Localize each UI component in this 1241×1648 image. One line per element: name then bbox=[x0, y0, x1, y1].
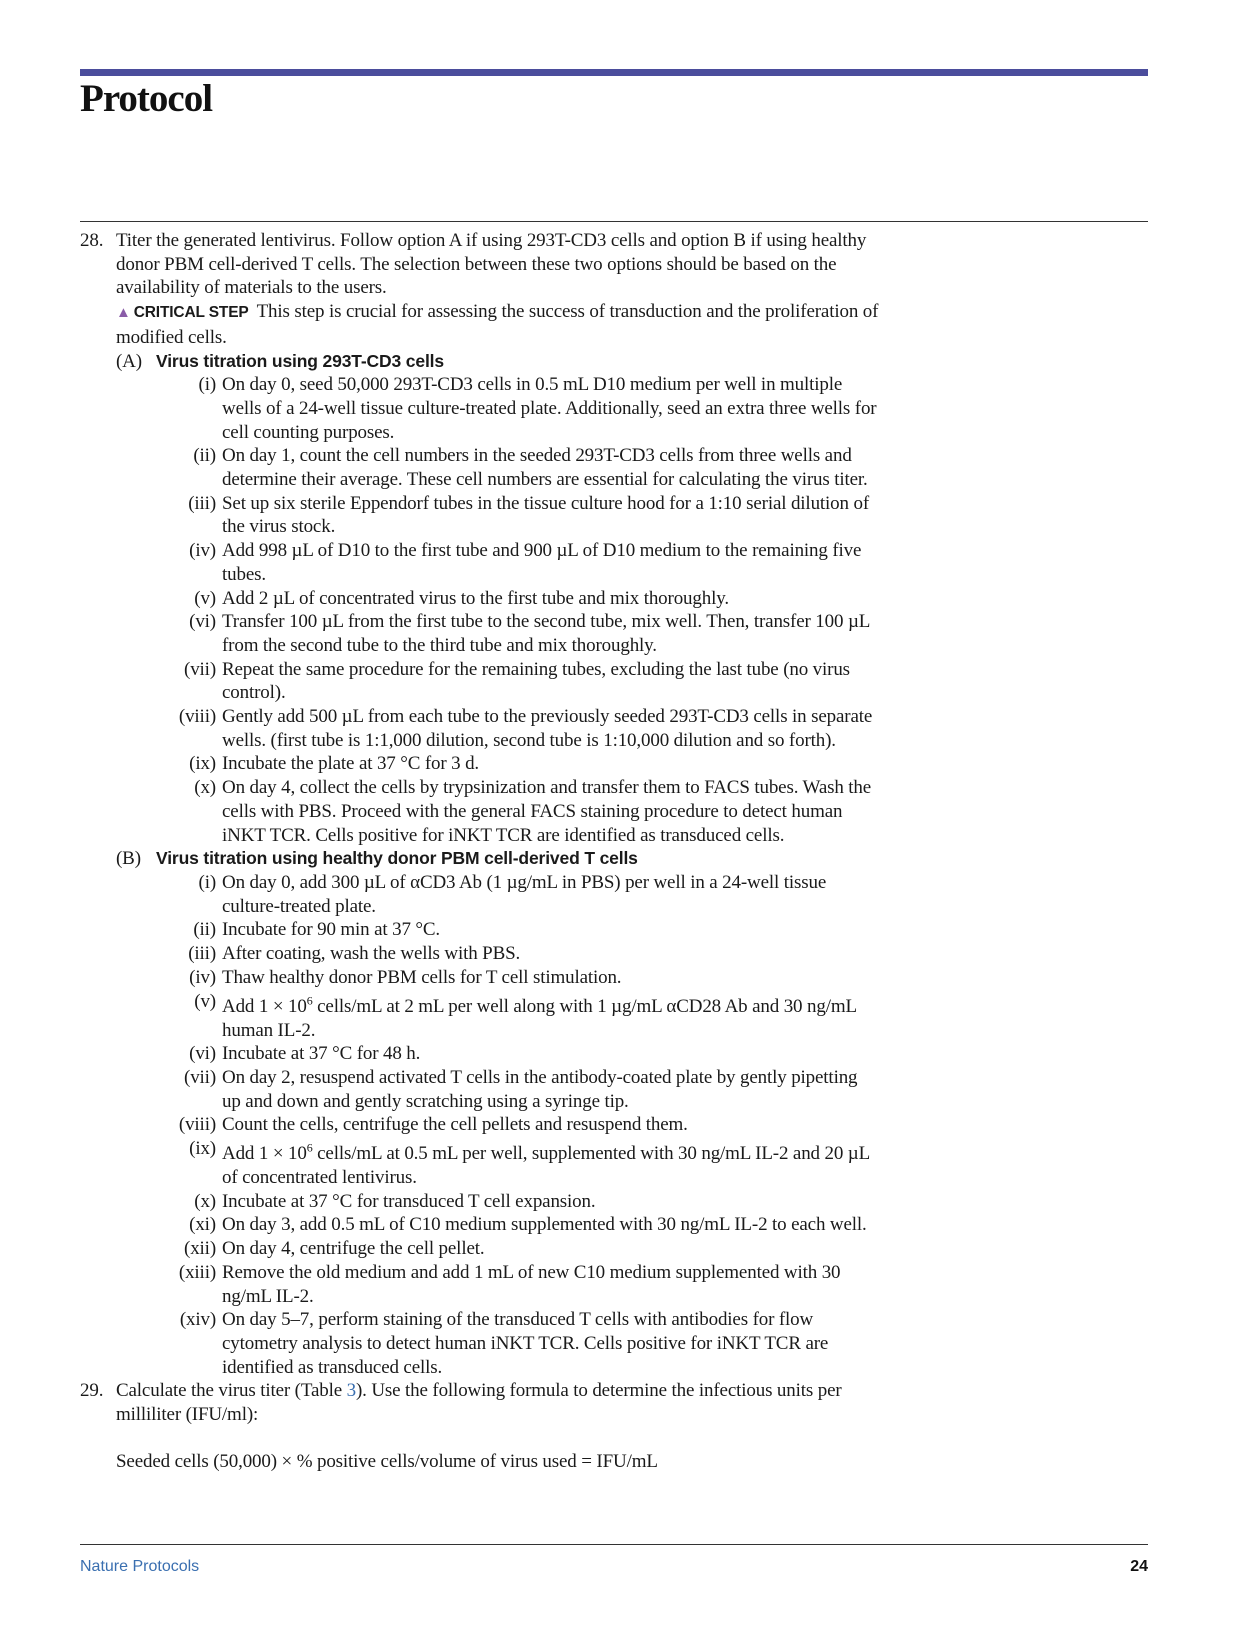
option-label: (A) bbox=[116, 350, 142, 372]
sub-step bbox=[156, 658, 880, 705]
sub-step-text: On day 0, add 300 µL of αCD3 Ab (1 µg/mL in PBS) per well in a 24-well tissue culture-treated plate. bbox=[222, 871, 827, 917]
formula: Seeded cells (50,000) × % positive cells/volume of virus used = IFU/mL bbox=[116, 1450, 658, 1472]
sub-step-text: On day 5–7, perform staining of the transduced T cells with antibodies for flow cytometry analysis to detect human iNKT TCR. Cells positive for iNKT TCR are identified as transduced cells. bbox=[222, 1309, 829, 1378]
option-label: (B) bbox=[116, 848, 141, 870]
footer-divider bbox=[80, 1544, 1148, 1545]
step-text-before: Calculate the virus titer (Table bbox=[116, 1380, 347, 1402]
step-28 bbox=[80, 229, 880, 1379]
sub-step bbox=[156, 776, 880, 847]
sub-step-text: Set up six sterile Eppendorf tubes in the tissue culture hood for a 1:10 serial dilution of the virus stock. bbox=[222, 492, 869, 538]
sub-step-number: (ix) bbox=[189, 1138, 216, 1160]
sub-step bbox=[156, 492, 880, 539]
sub-step-text: Count the cells, centrifuge the cell pellets and resuspend them. bbox=[222, 1114, 688, 1136]
footer-journal[interactable]: Nature Protocols bbox=[80, 1558, 200, 1575]
page-number: 24 bbox=[1130, 1558, 1148, 1575]
sub-step bbox=[156, 444, 880, 491]
header-divider bbox=[80, 221, 1148, 222]
sub-step-text bbox=[222, 993, 857, 1041]
critical-step-label: CRITICAL STEP bbox=[133, 304, 249, 322]
sub-step-text-post: cells/mL at 2 mL per well along with 1 µg/mL αCD28 Ab and 30 ng/mL human IL-2. bbox=[222, 995, 857, 1041]
header-accent-bar bbox=[80, 69, 1148, 76]
sub-step-text: After coating, wash the wells with PBS. bbox=[222, 943, 521, 965]
sub-step-number: (iii) bbox=[188, 943, 216, 965]
sub-step-number: (vii) bbox=[184, 1066, 216, 1088]
sub-step-text: Add 998 µL of D10 to the first tube and 900 µL of D10 medium to the remaining five tubes. bbox=[222, 540, 862, 585]
sub-step-number: (xii) bbox=[184, 1238, 216, 1260]
step-number: 29. bbox=[80, 1380, 104, 1402]
sub-step-number: (viii) bbox=[178, 706, 216, 728]
sub-step-text: Incubate the plate at 37 °C for 3 d. bbox=[222, 753, 480, 775]
sub-step bbox=[156, 373, 880, 444]
sub-step-text: Add 2 µL of concentrated virus to the first tube and mix thoroughly. bbox=[222, 587, 729, 609]
option-a bbox=[116, 350, 880, 848]
sub-step-text-post: cells/mL at 0.5 mL per well, supplemented with 30 ng/mL IL-2 and 20 µL of concentrated lentivirus. bbox=[222, 1143, 870, 1189]
sub-step-text: Incubate at 37 °C for transduced T cell expansion. bbox=[222, 1190, 596, 1212]
sub-step bbox=[156, 610, 880, 657]
sub-step-number: (x) bbox=[194, 777, 216, 799]
sub-step-text: Remove the old medium and add 1 mL of new C10 medium supplemented with 30 ng/mL IL-2. bbox=[222, 1261, 841, 1307]
sub-step bbox=[156, 918, 880, 942]
sub-step-text: Incubate for 90 min at 37 °C. bbox=[222, 919, 441, 941]
sub-step-text: Thaw healthy donor PBM cells for T cell stimulation. bbox=[222, 966, 622, 988]
step-29 bbox=[80, 1379, 880, 1426]
sub-step-text-pre: Add 1 × 10 bbox=[222, 995, 307, 1017]
sub-step-text: On day 2, resuspend activated T cells in the antibody-coated plate by gently pipetting up and down and gently scratching using a syringe tip. bbox=[222, 1066, 858, 1112]
sub-step bbox=[156, 966, 880, 990]
sub-step bbox=[156, 1213, 880, 1237]
step-text-after: ). Use the following formula to determine the infectious units per milliliter (IFU/ml): bbox=[116, 1380, 842, 1426]
sub-step-text: On day 1, count the cell numbers in the seeded 293T-CD3 cells from three wells and determine their average. These cell numbers are essential for calculating the virus titer. bbox=[222, 445, 868, 491]
sub-step-number: (v) bbox=[194, 587, 216, 609]
sub-step-number: (vi) bbox=[189, 611, 216, 633]
sub-step bbox=[156, 871, 880, 918]
sub-step-number: (i) bbox=[198, 374, 216, 396]
sub-step-number: (ii) bbox=[193, 445, 216, 467]
table-link[interactable]: 3 bbox=[346, 1380, 356, 1402]
sub-step bbox=[156, 1261, 880, 1308]
sub-step-text-pre: Add 1 × 10 bbox=[222, 1143, 307, 1165]
sub-step-text: On day 4, collect the cells by trypsinization and transfer them to FACS tubes. Wash the cells with PBS. Proceed with the general FACS staining procedure to detect human iNKT TCR. Cells positive for iNKT TCR are identified as transduced cells. bbox=[222, 777, 872, 846]
sub-step-number: (xi) bbox=[189, 1214, 216, 1236]
sub-step-number: (iii) bbox=[188, 492, 216, 514]
sub-step-number: (x) bbox=[194, 1190, 216, 1212]
sub-step-text: Transfer 100 µL from the first tube to the second tube, mix well. Then, transfer 100 µL from the second tube to the third tube and mix thoroughly. bbox=[222, 611, 870, 656]
step-number: 28. bbox=[80, 230, 104, 251]
sub-step bbox=[156, 539, 880, 586]
section-title: Protocol bbox=[80, 77, 213, 120]
option-b bbox=[116, 847, 880, 1379]
sub-step-number: (ii) bbox=[193, 919, 216, 941]
sub-step bbox=[156, 942, 880, 966]
sub-step bbox=[156, 1042, 880, 1066]
critical-step bbox=[116, 300, 880, 349]
sub-step-number: (xiv) bbox=[179, 1309, 216, 1331]
sub-step-text: On day 0, seed 50,000 293T-CD3 cells in 0.5 mL D10 medium per well in multiple wells of a 24-well tissue culture-treated plate. Additionally, seed an extra three wells for cell counting purposes. bbox=[222, 374, 877, 443]
step-text bbox=[116, 1379, 880, 1426]
sub-step bbox=[156, 1066, 880, 1113]
exponent: 6 bbox=[306, 1141, 313, 1156]
sub-step bbox=[156, 752, 880, 776]
sub-step-text: Repeat the same procedure for the remaining tubes, excluding the last tube (no virus control). bbox=[222, 658, 850, 704]
option-title: Virus titration using 293T-CD3 cells bbox=[156, 350, 444, 371]
sub-step-number: (i) bbox=[198, 871, 216, 893]
protocol-body bbox=[80, 229, 880, 1474]
sub-step-text: On day 4, centrifuge the cell pellet. bbox=[222, 1238, 485, 1260]
sub-step-text: Gently add 500 µL from each tube to the previously seeded 293T-CD3 cells in separate wells. (first tube is 1:1,000 dilution, second tube is 1:10,000 dilution and so forth). bbox=[222, 706, 873, 751]
sub-step-number: (iv) bbox=[189, 966, 216, 988]
sub-step bbox=[156, 1308, 880, 1379]
sub-step-number: (v) bbox=[194, 990, 216, 1012]
step-text: Titer the generated lentivirus. Follow option A if using 293T-CD3 cells and option B if using healthy donor PBM cell-derived T cells. The selection between these two options should be based on the availability of materials to the users. bbox=[116, 230, 867, 299]
critical-triangle-icon: ▲ bbox=[116, 305, 131, 322]
option-a-list bbox=[156, 373, 880, 847]
critical-step-text: This step is crucial for assessing the success of transduction and the proliferation of modified cells. bbox=[116, 301, 879, 348]
sub-step-text: On day 3, add 0.5 mL of C10 medium supplemented with 30 ng/mL IL-2 to each well. bbox=[222, 1214, 867, 1236]
sub-step bbox=[156, 587, 880, 611]
sub-step bbox=[156, 1190, 880, 1214]
sub-step bbox=[156, 705, 880, 752]
sub-step-number: (vii) bbox=[184, 658, 216, 680]
sub-step bbox=[156, 1137, 880, 1190]
option-title: Virus titration using healthy donor PBM cell-derived T cells bbox=[156, 848, 638, 869]
option-b-list bbox=[156, 871, 880, 1379]
exponent: 6 bbox=[306, 993, 313, 1008]
sub-step-number: (ix) bbox=[189, 753, 216, 775]
sub-step-number: (iv) bbox=[189, 540, 216, 562]
sub-step bbox=[156, 1237, 880, 1261]
sub-step-number: (viii) bbox=[178, 1114, 216, 1136]
sub-step-number: (vi) bbox=[189, 1043, 216, 1065]
sub-step-number: (xiii) bbox=[178, 1261, 216, 1283]
sub-step bbox=[156, 1113, 880, 1137]
sub-step bbox=[156, 990, 880, 1043]
sub-step-text: Incubate at 37 °C for 48 h. bbox=[222, 1043, 421, 1065]
sub-step-text bbox=[222, 1143, 869, 1188]
